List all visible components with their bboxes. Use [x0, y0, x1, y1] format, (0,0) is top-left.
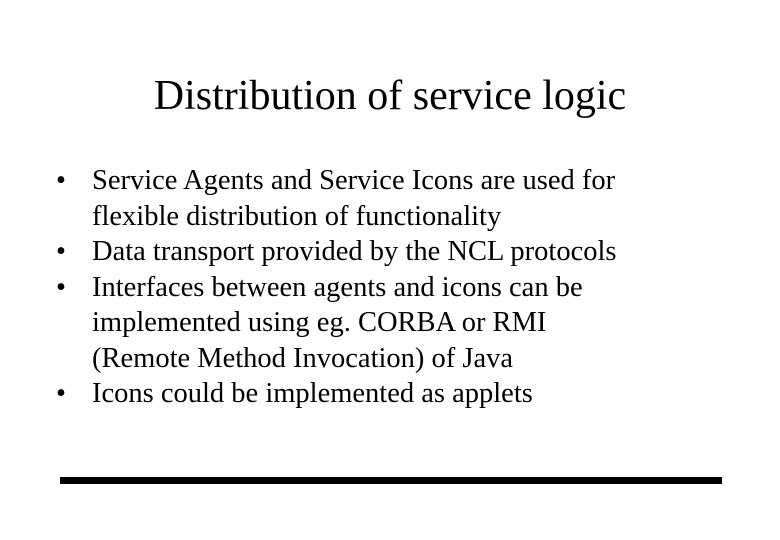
bullet-line: Data transport provided by the NCL protocols: [92, 236, 617, 267]
bullet-line: implemented using eg. CORBA or RMI: [92, 307, 547, 338]
bullet-line: Icons could be implemented as applets: [92, 378, 533, 409]
bullet-list: [56, 163, 746, 412]
bullet-item: [56, 376, 746, 412]
bullet-icon: •: [56, 165, 66, 196]
bullet-icon: •: [56, 236, 66, 267]
slide-title: Distribution of service logic: [153, 73, 627, 119]
bullet-line: flexible distribution of functionality: [92, 200, 502, 232]
bullet-item: [56, 163, 746, 234]
horizontal-rule: [60, 477, 722, 484]
bullet-line: (Remote Method Invocation) of Java: [92, 342, 514, 374]
bullet-icon: •: [56, 378, 66, 409]
bullet-line: Interfaces between agents and icons can be: [92, 271, 583, 303]
bullet-icon: •: [56, 271, 66, 303]
bullet-item: [56, 234, 746, 270]
bullet-line: Service Agents and Service Icons are used for: [92, 165, 616, 196]
bullet-item: [56, 270, 746, 377]
